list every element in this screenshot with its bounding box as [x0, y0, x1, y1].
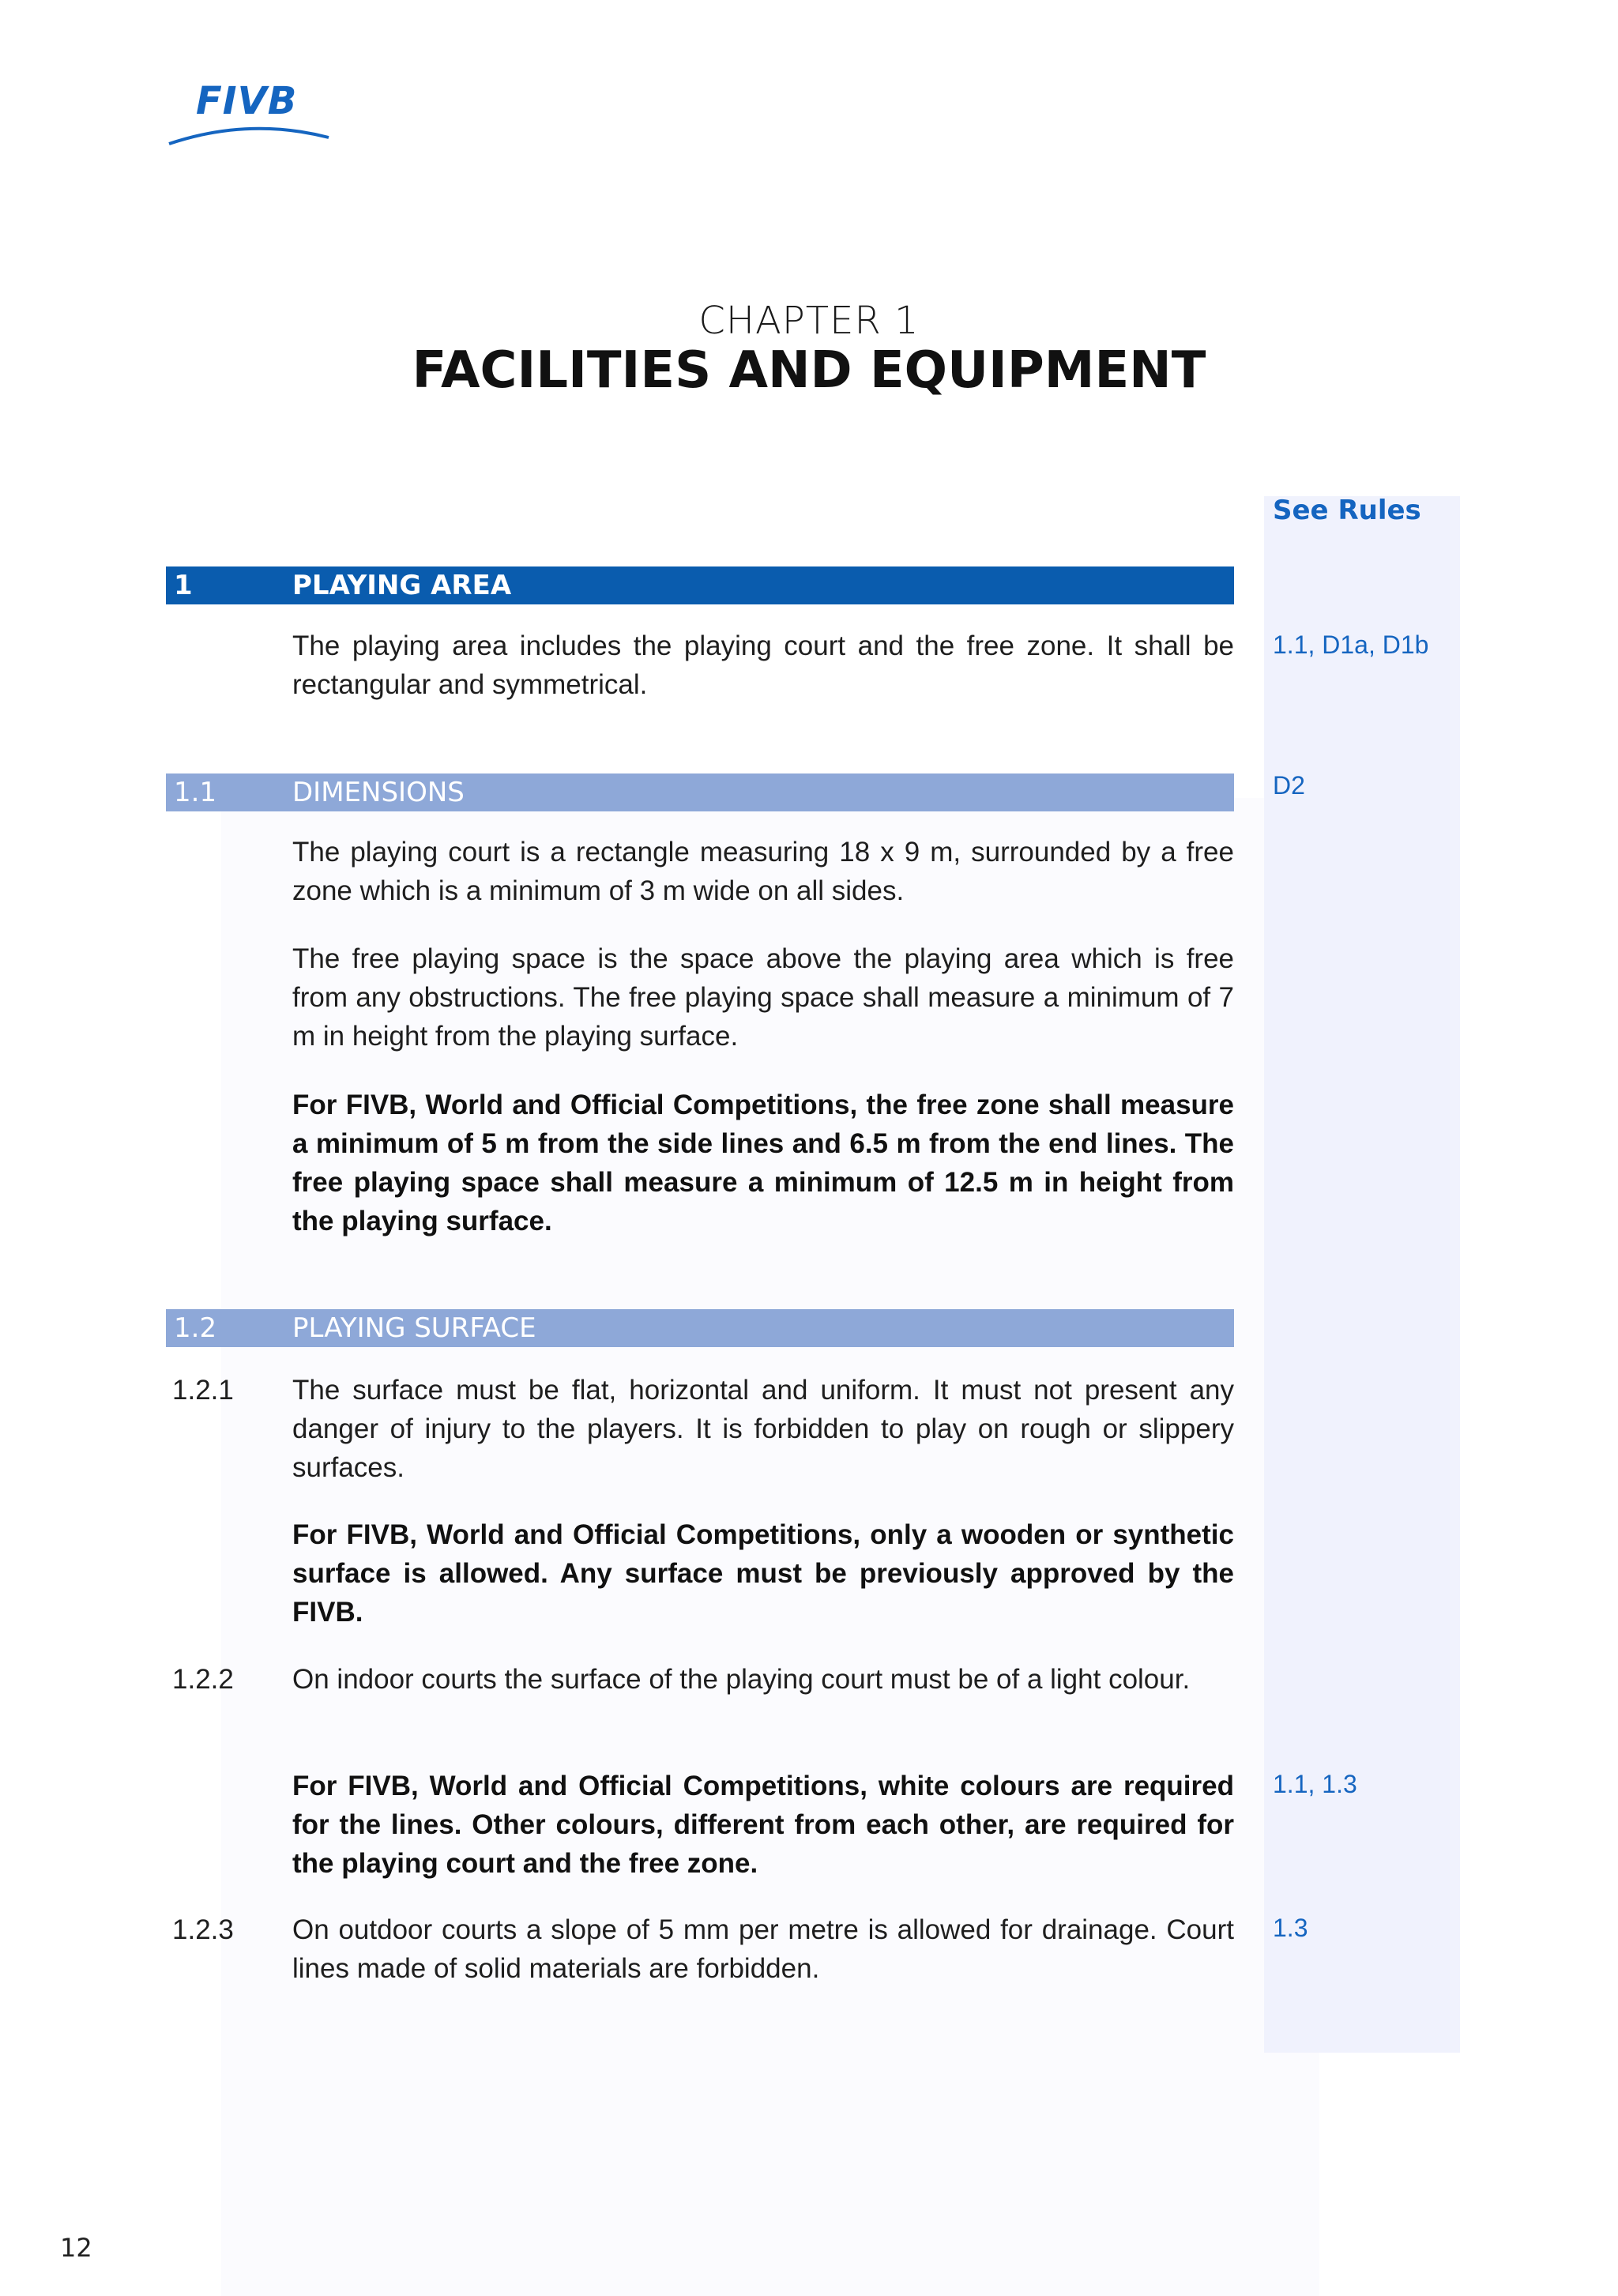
chapter-number: CHAPTER 1 — [698, 299, 920, 343]
playing-area-paragraph: The playing area includes the playing court and the free zone. It shall be rectangular and symmetrical. — [292, 630, 1234, 700]
logo-swoosh-icon — [166, 120, 332, 152]
see-rules-heading: See Rules — [1273, 495, 1421, 526]
dimensions-paragraph-1: The playing court is a rectangle measuring 18 x 9 m, surrounded by a free zone which is a minimum of 3 m wide on all sides. — [292, 837, 1234, 906]
section-number: 1 — [174, 570, 193, 601]
section-bar-playing-surface — [166, 1309, 1234, 1347]
item-1-2-2-bold: For FIVB, World and Official Competitions, white colours are required for the lines. Other colours, different from each other, are required for the playing court and the free zone. — [292, 1771, 1234, 1879]
rule-ref-dimensions: D2 — [1273, 771, 1305, 800]
section-title: DIMENSIONS — [292, 777, 465, 808]
item-number-1-2-2: 1.2.2 — [172, 1664, 234, 1695]
see-rules-column — [1264, 496, 1460, 2053]
item-number-1-2-3: 1.2.3 — [172, 1914, 234, 1945]
item-1-2-2-text: On indoor courts the surface of the playing court must be of a light colour. — [292, 1664, 1191, 1695]
item-number-1-2-1: 1.2.1 — [172, 1375, 234, 1406]
item-1-2-3-text: On outdoor courts a slope of 5 mm per metre is allowed for drainage. Court lines made of solid materials are forbidden. — [292, 1914, 1234, 1984]
section-title: PLAYING AREA — [292, 570, 512, 601]
logo-wordmark: FIVB — [196, 79, 298, 123]
dimensions-paragraph-2: The free playing space is the space above the playing area which is free from any obstructions. The free playing space shall measure a minimum of 7 m in height from the playing surface. — [292, 943, 1234, 1052]
item-1-2-1-text: The surface must be flat, horizontal and uniform. It must not present any danger of injury to the players. It is forbidden to play on rough or slippery surfaces. — [292, 1375, 1234, 1483]
section-number: 1.2 — [174, 1312, 217, 1344]
fivb-logo — [166, 79, 332, 150]
section-bar-dimensions — [166, 773, 1234, 811]
rule-ref-outdoor: 1.3 — [1273, 1914, 1308, 1942]
rule-ref-playing-area: 1.1, D1a, D1b — [1273, 630, 1429, 659]
item-1-2-1-bold: For FIVB, World and Official Competitions, only a wooden or synthetic surface is allowed. Any surface must be previously approved by the FIVB. — [292, 1519, 1234, 1628]
section-number: 1.1 — [174, 777, 217, 808]
chapter-title: FACILITIES AND EQUIPMENT — [412, 341, 1206, 400]
section-bar-playing-area — [166, 566, 1234, 604]
page-number: 12 — [60, 2233, 92, 2263]
rule-ref-colours: 1.1, 1.3 — [1273, 1770, 1357, 1798]
dimensions-paragraph-3: For FIVB, World and Official Competitions, the free zone shall measure a minimum of 5 m from the side lines and 6.5 m from the end lines. The free playing space shall measure a minimum of 12.5 m in height from the playing surface. — [292, 1090, 1234, 1236]
section-title: PLAYING SURFACE — [292, 1312, 536, 1344]
